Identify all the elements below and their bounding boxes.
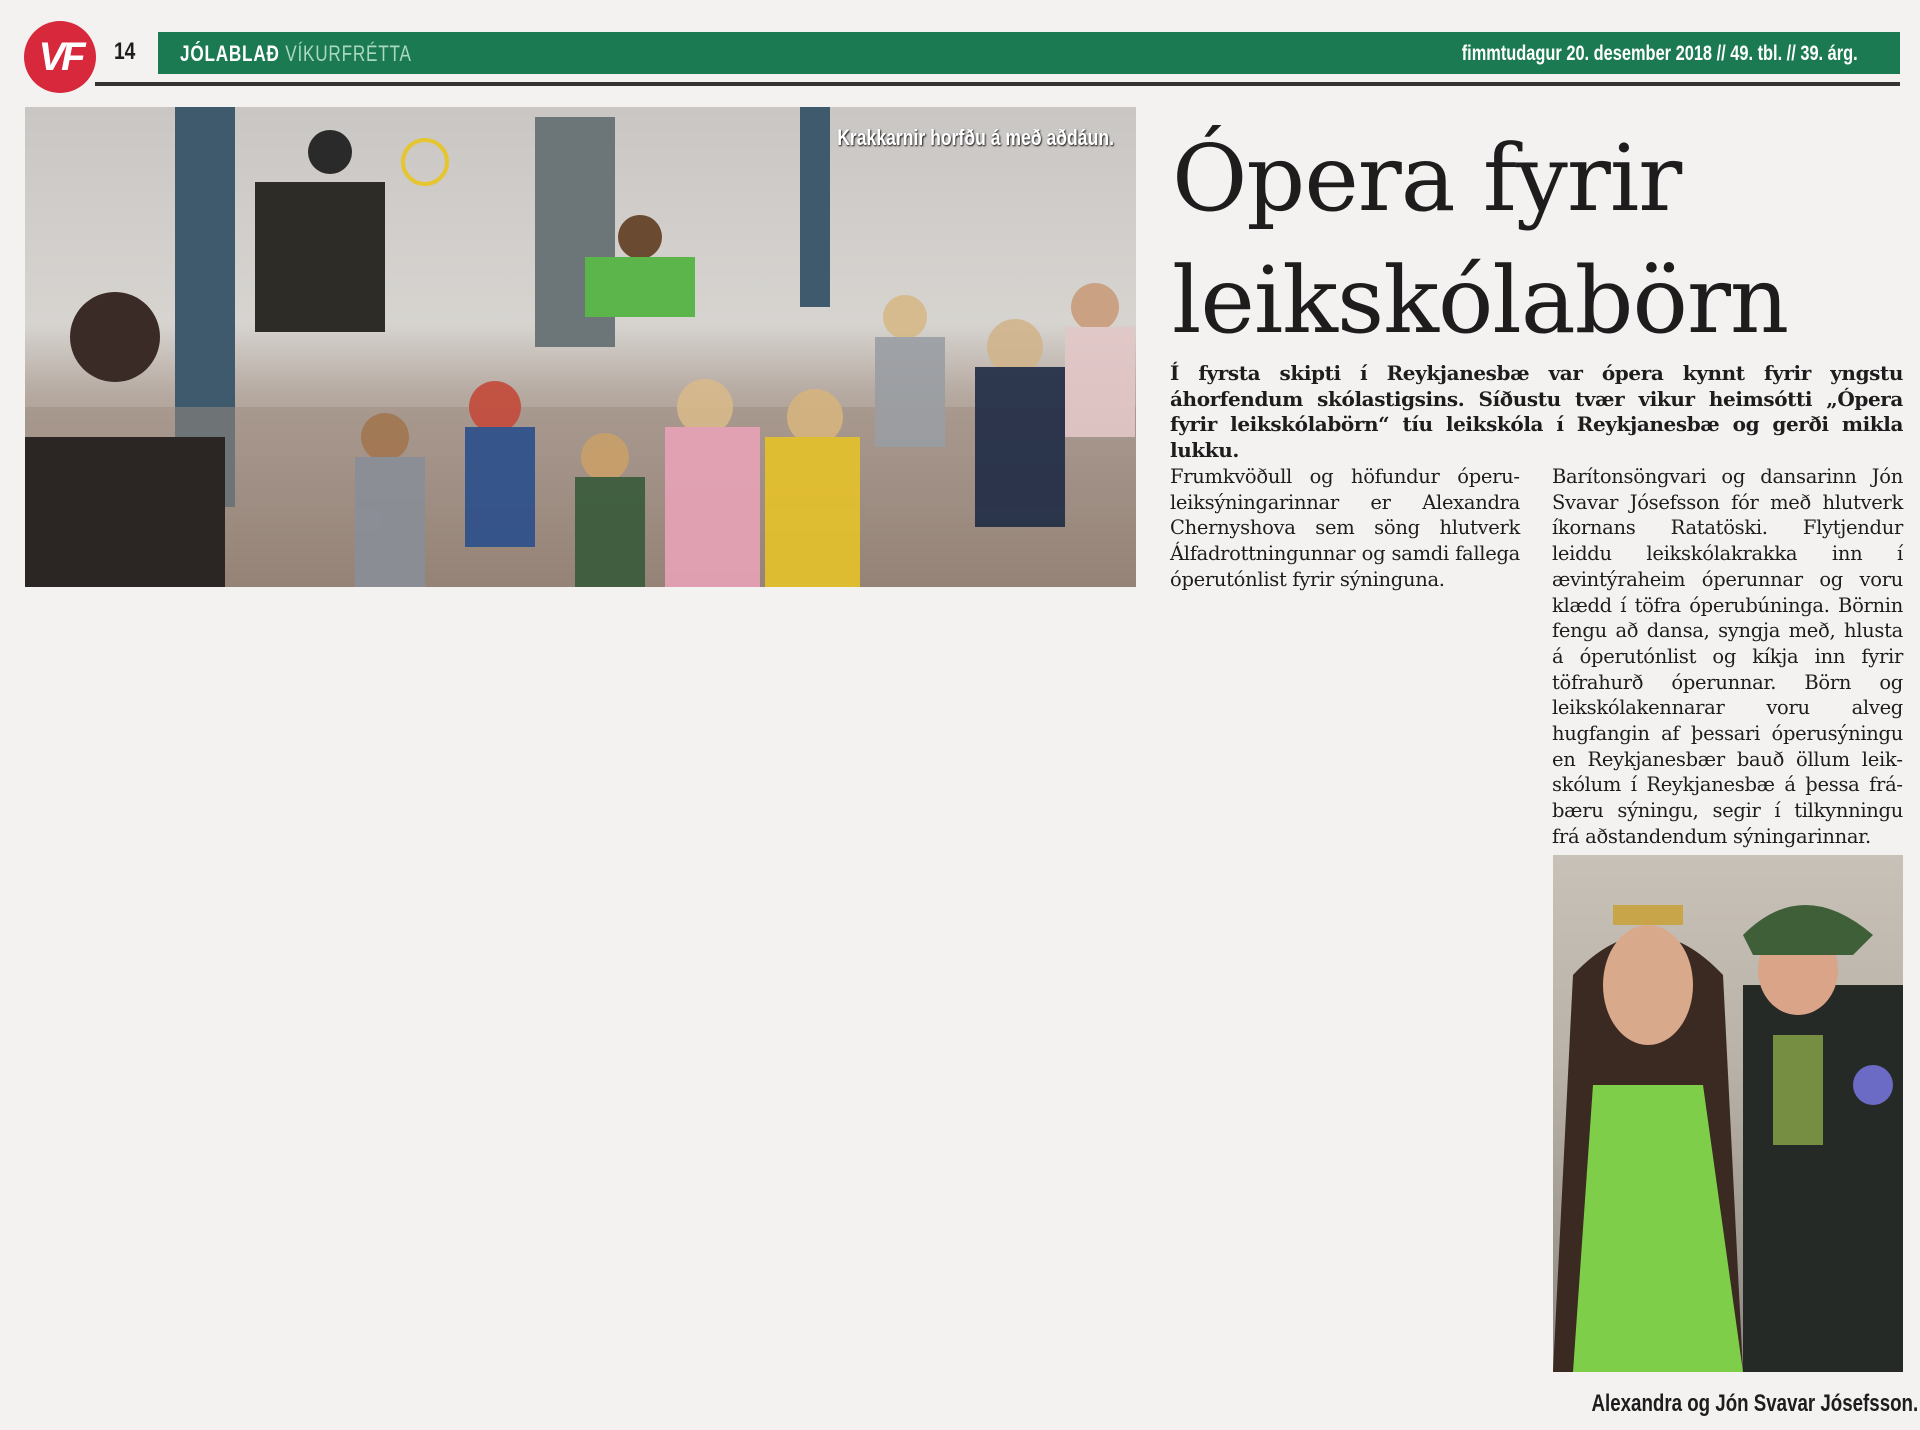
page-number: 14	[114, 38, 136, 65]
article-column-2: Barítonsöngvari og dansarinn Jón Svavar Jósefsson fór með hlutverk íkornans Ratatöski. Flytjendur leiddu leikskólakrakka inn í ævintýraheim óperunnar og voru klædd í töfra óperubúninga. Börnin fengu að dansa, syngja með, hlusta á óperutónlist og kíkja inn fyrir töfrahurð óperunnar. Börn og leikskólakennarar voru alveg hugfangin af þessari óperusýningu en Reykjanesbær bauð öllum leikskólum í Reykjanesbæ á þessa frábæru sýningu, segir í tilkynningu frá aðstandendum sýningarinnar.	[1552, 465, 1903, 848]
article-headline	[1172, 118, 1912, 362]
dateline: fimmtudagur 20. desember 2018 // 49. tbl. // 39. árg.	[1461, 42, 1858, 65]
headline-line1: Ópera fyrir	[1172, 125, 1682, 232]
article-column-1: Frumkvöðull og höfundur óperuleiksýningarinnar er Alexandra Chernyshova sem söng hlutverk Álfadrottningunnar og samdi fallega óperutónlist fyrir sýninguna.	[1170, 465, 1520, 591]
headline-line2: leikskólabörn	[1172, 247, 1789, 354]
photo-children-audience-illustration	[25, 107, 1136, 587]
section-title-part1: JÓLABLAÐ	[180, 41, 280, 66]
vf-logo: VF	[24, 21, 96, 93]
photo2-caption: Alexandra og Jón Svavar Jósefsson.	[1591, 1390, 1919, 1417]
photo-performers	[1553, 855, 1903, 1372]
photo-performers-illustration	[1553, 855, 1903, 1372]
header-rule	[95, 82, 1900, 86]
section-header-bar	[158, 32, 1900, 74]
photo1-caption: Krakkarnir horfðu á með aðdáun.	[837, 125, 1114, 150]
photo-children-audience	[25, 107, 1136, 587]
section-title	[180, 41, 412, 67]
section-title-part2: VÍKURFRÉTTA	[285, 41, 412, 66]
article-lead: Í fyrsta skipti í Reykjanesbæ var ópera kynnt fyrir yngstu áhorfendum skólastigsins. Síðustu tvær vikur heimsótti „Ópera fyrir leikskólabörn“ tíu leikskóla í Reykjanesbæ og gerði mikla lukku.	[1170, 361, 1903, 462]
